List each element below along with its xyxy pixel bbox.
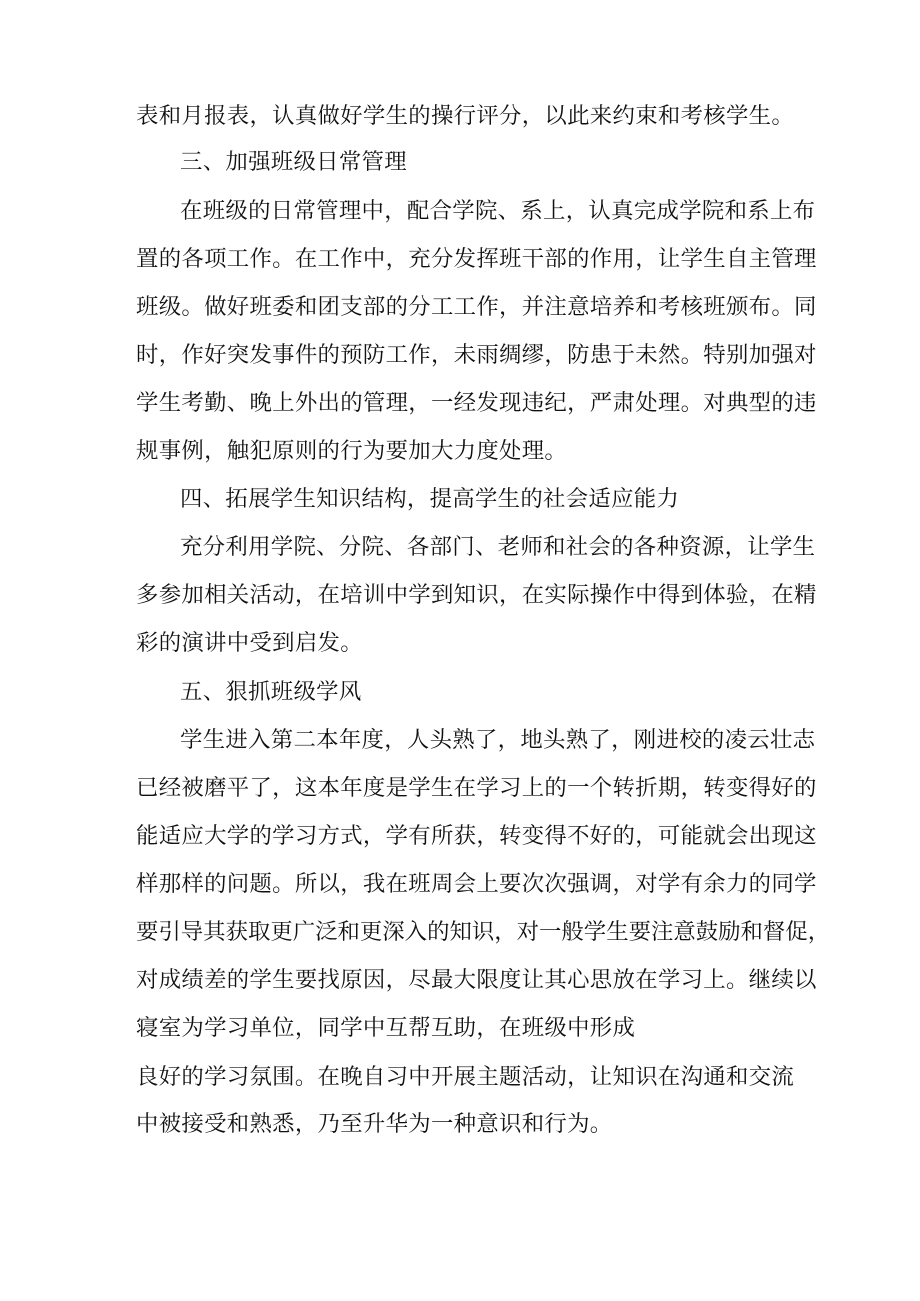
text-line: 已经被磨平了，这本年度是学生在学习上的一个转折期，转变得好的	[136, 775, 817, 801]
section-heading: 四、拓展学生知识结构，提高学生的社会适应能力	[180, 486, 680, 512]
text-line: 学生考勤、晚上外出的管理，一经发现违纪，严肃处理。对典型的违	[136, 390, 817, 416]
text-line: 在班级的日常管理中，配合学院、系上，认真完成学院和系上布	[180, 198, 816, 224]
text-line: 规事例，触犯原则的行为要加大力度处理。	[136, 438, 568, 464]
text-line: 时，作好突发事件的预防工作，未雨绸缪，防患于未然。特别加强对	[136, 342, 817, 368]
text-line: 样那样的问题。所以，我在班周会上要次次强调，对学有余力的同学	[136, 871, 817, 897]
text-line: 班级。做好班委和团支部的分工工作，并注意培养和考核班颁布。同	[136, 294, 817, 320]
text-line: 多参加相关活动，在培训中学到知识，在实际操作中得到体验，在精	[136, 582, 817, 608]
text-line: 良好的学习氛围。在晚自习中开展主题活动，让知识在沟通和交流	[136, 1064, 795, 1090]
text-line: 充分利用学院、分院、各部门、老师和社会的各种资源，让学生	[180, 534, 816, 560]
text-line: 学生进入第二本年度，人头熟了，地头熟了，刚进校的凌云壮志	[180, 727, 816, 753]
section-heading: 五、狠抓班级学风	[180, 679, 362, 705]
text-line: 对成绩差的学生要找原因，尽最大限度让其心思放在学习上。继续以	[136, 967, 817, 993]
text-line: 中被接受和熟悉，乃至升华为一种意识和行为。	[136, 1111, 613, 1137]
section-heading: 三、加强班级日常管理	[180, 149, 407, 175]
text-line: 表和月报表，认真做好学生的操行评分，以此来约束和考核学生。	[136, 103, 795, 129]
text-line: 要引导其获取更广泛和更深入的知识，对一般学生要注意鼓励和督促，	[136, 919, 831, 945]
text-line: 彩的演讲中受到启发。	[136, 630, 363, 656]
text-line: 置的各项工作。在工作中，充分发挥班干部的作用，让学生自主管理	[136, 246, 817, 272]
text-line: 能适应大学的学习方式，学有所获，转变得不好的，可能就会出现这	[136, 823, 817, 849]
text-line: 寝室为学习单位，同学中互帮互助，在班级中形成	[136, 1015, 636, 1041]
